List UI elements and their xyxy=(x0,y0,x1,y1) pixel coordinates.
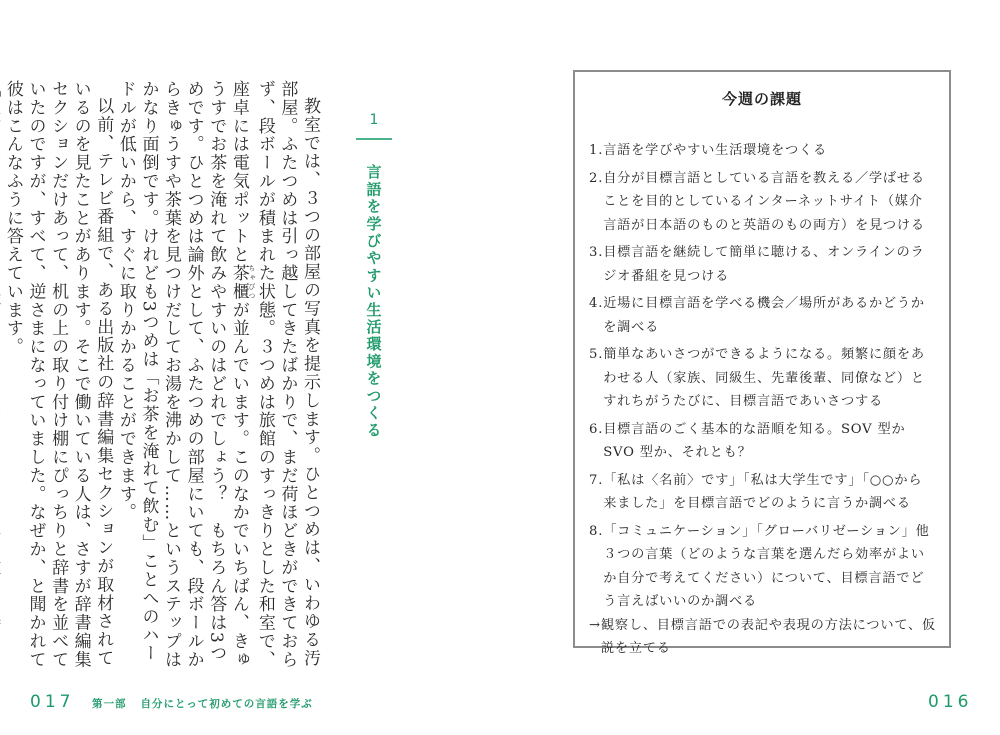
body-paragraph-1: 教室では、３つの部屋の写真を提示します。ひとつめは、いわゆる汚部屋。ふたつめは引っ越してきたばかりで、まだ荷ほどきができておらず、段ボールが積まれた状態。３つめは旅館のすっきりとした和室で、座卓には電気ポットと茶櫃 ちゃびつが並んでいます。このなかでいちばん、きゅうすでお茶を淹れて飲みやすいのはどれでしょう？ もちろん答は3つめです。ひとつめは論外として、ふたつめの部屋にいても、段ボールからきゅうすや茶葉を見つけだしてお湯を沸かして……というステップはかなり面倒です。けれども3つめは「お茶を淹れて飲む」ことへのハードルが低いから、すぐに取りかかることができます。 xyxy=(115,80,320,669)
task-item-7: 7. 「私は〈名前〉です」「私は大学生です」「○○から来ました」を目標言語でどのように言うか調べる xyxy=(589,472,923,511)
task-item-8: 8. 「コミュニケーション」「グローバリゼーション」他３つの言葉（どのような言葉を選んだら効率がよいか自分で考えてください）について、目標言語でどう言えばいいのか調べる xyxy=(589,523,930,609)
weekly-task-box xyxy=(573,70,951,656)
task-item-4: 4. 近場に目標言語を学べる機会／場所があるかどうかを調べる xyxy=(589,296,925,335)
chapter-heading xyxy=(352,112,396,443)
task-item-6: 6. 目標言語のごく基本的な語順を知る。SOV 型か SVO 型か、それとも？ xyxy=(589,421,906,460)
part-title: 自分にとって初めての言語を学ぶ xyxy=(140,698,313,710)
page-number-right: 016 xyxy=(928,692,973,712)
task-sub-note: → 観察し、目標言語での表記や表現の方法について、仮説を立てる xyxy=(575,614,949,661)
chapter-divider xyxy=(356,138,392,140)
part-label: 第一部 xyxy=(92,698,127,710)
body-paragraph-2: 以前、テレビ番組で、ある出版社の辞書編集セクションが取材されているのを見たことがあります。そこで働いている人は、さすが辞書編集セクションだけあって、机の上の取り付け棚にぴっちりと辞書を並べていたのですが、すべて、逆さまになっていました。なぜか、と聞かれて彼はこんなふうに答えています。 xyxy=(2,80,114,669)
page-number-left: 017 xyxy=(30,692,75,712)
chapter-number: 1 xyxy=(369,112,379,128)
right-page xyxy=(500,0,1000,735)
vertical-body-text xyxy=(2,80,321,670)
task-item-1: 1. 言語を学びやすい生活環境をつくる xyxy=(589,143,827,158)
chapter-title: 言語を学びやすい生活環境をつくる xyxy=(364,164,383,440)
task-item-5: 5. 簡単なあいさつができるようになる。頻繁に顔をあわせる人（家族、同級生、先輩後輩、同僚など）とすれちがうたびに、目標言語であいさつする xyxy=(589,347,925,409)
arrow-right-icon: → xyxy=(589,617,601,633)
task-item-3: 3. 目標言語を継続して簡単に聴ける、オンラインのラジオ番組を見つける xyxy=(589,245,925,284)
body-paragraph-3 xyxy=(0,80,1,670)
task-item-2: 2. 自分が目標言語としている言語を教える／学ばせることを目的としているインターネットサイト（媒介言語が日本語のものと英語のもの両方）を見つける xyxy=(589,170,925,233)
ruby-chabitsu: 茶櫃 ちゃびつ xyxy=(228,264,256,301)
running-head xyxy=(92,696,313,711)
task-list xyxy=(575,139,949,614)
task-box-title: 今週の課題 xyxy=(721,90,802,108)
